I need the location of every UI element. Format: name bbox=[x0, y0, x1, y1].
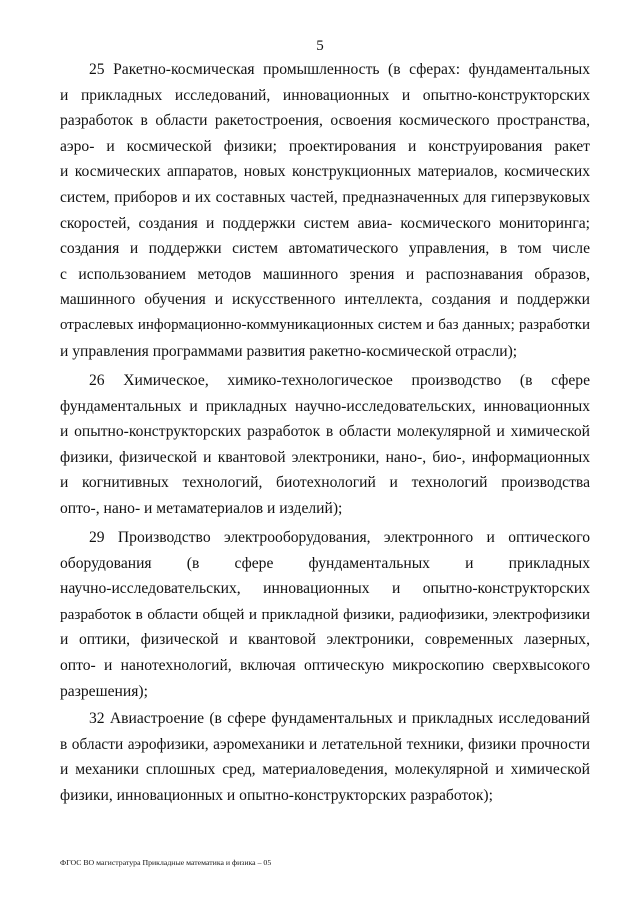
paragraph-line: и управления программами развития ракетно-космической отрасли); bbox=[60, 342, 518, 360]
paragraph-line: систем, приборов и их составных частей, предназначенных для гиперзвуковых bbox=[60, 188, 590, 206]
paragraph-line: фундаментальных и прикладных научно-исследовательских, инновационных bbox=[60, 397, 590, 415]
paragraph-line: оборудования (в сфере фундаментальных и прикладных bbox=[60, 554, 590, 572]
paragraph-line: машинного обучения и искусственного интеллекта, создания и поддержки bbox=[60, 291, 590, 309]
paragraph-line: и опытно-конструкторских разработок в области молекулярной и химической bbox=[60, 423, 590, 441]
page-number: 5 bbox=[316, 38, 324, 54]
paragraph-line: создания и поддержки систем автоматического управления, в том числе bbox=[60, 240, 590, 258]
paragraph-line: с использованием методов машинного зрения и распознавания образов, bbox=[60, 265, 590, 283]
paragraph-industry-26 bbox=[60, 368, 590, 522]
paragraph-industry-25 bbox=[60, 57, 590, 364]
paragraph-line: физики, инновационных и опытно-конструкторских разработок); bbox=[60, 786, 493, 804]
paragraph-line: 32 Авиастроение (в сфере фундаментальных и прикладных исследований bbox=[89, 710, 590, 727]
paragraph-line: и прикладных исследований, инновационных и опытно-конструкторских bbox=[60, 86, 590, 104]
paragraph-line: научно-исследовательских, инновационных и опытно-конструкторских bbox=[60, 580, 590, 598]
paragraph-line: опто-, нано- и метаматериалов и изделий); bbox=[60, 499, 343, 517]
paragraph-line: разрешения); bbox=[60, 682, 148, 700]
paragraph-industry-29 bbox=[60, 525, 590, 704]
paragraph-line: физики, физической и квантовой электроники, нано-, био-, информационных bbox=[60, 448, 590, 466]
document-footer: ФГОС ВО магистратура Прикладные математика и физика – 05 bbox=[60, 858, 272, 867]
paragraph-line: 25 Ракетно-космическая промышленность (в сферах: фундаментальных bbox=[89, 61, 590, 78]
paragraph-industry-32 bbox=[60, 706, 590, 808]
paragraph-line: отраслевых информационно-коммуникационных систем и баз данных; разработки bbox=[60, 316, 590, 333]
paragraph-line: опто- и нанотехнологий, включая оптическую микроскопию сверхвысокого bbox=[60, 656, 590, 674]
paragraph-line: аэро- и космической физики; проектирования и конструирования ракет bbox=[60, 137, 590, 155]
paragraph-line: скоростей, создания и поддержки систем авиа- космического мониторинга; bbox=[60, 214, 590, 232]
paragraph-line: разработок в области ракетостроения, освоения космического пространства, bbox=[60, 112, 590, 130]
paragraph-line: разработок в области общей и прикладной физики, радиофизики, электрофизики bbox=[60, 605, 590, 623]
paragraph-line: и оптики, физической и квантовой электроники, современных лазерных, bbox=[60, 631, 590, 649]
paragraph-line: 26 Химическое, химико-технологическое производство (в сфере bbox=[89, 372, 590, 389]
paragraph-line: и когнитивных технологий, биотехнологий и технологий производства bbox=[60, 474, 590, 492]
paragraph-line: и механики сплошных сред, материаловедения, молекулярной и химической bbox=[60, 761, 590, 779]
paragraph-line: 29 Производство электрооборудования, электронного и оптического bbox=[89, 529, 590, 546]
paragraph-line: и космических аппаратов, новых конструкционных материалов, космических bbox=[60, 163, 590, 181]
paragraph-line: в области аэрофизики, аэромеханики и летательной техники, физики прочности bbox=[60, 735, 590, 753]
